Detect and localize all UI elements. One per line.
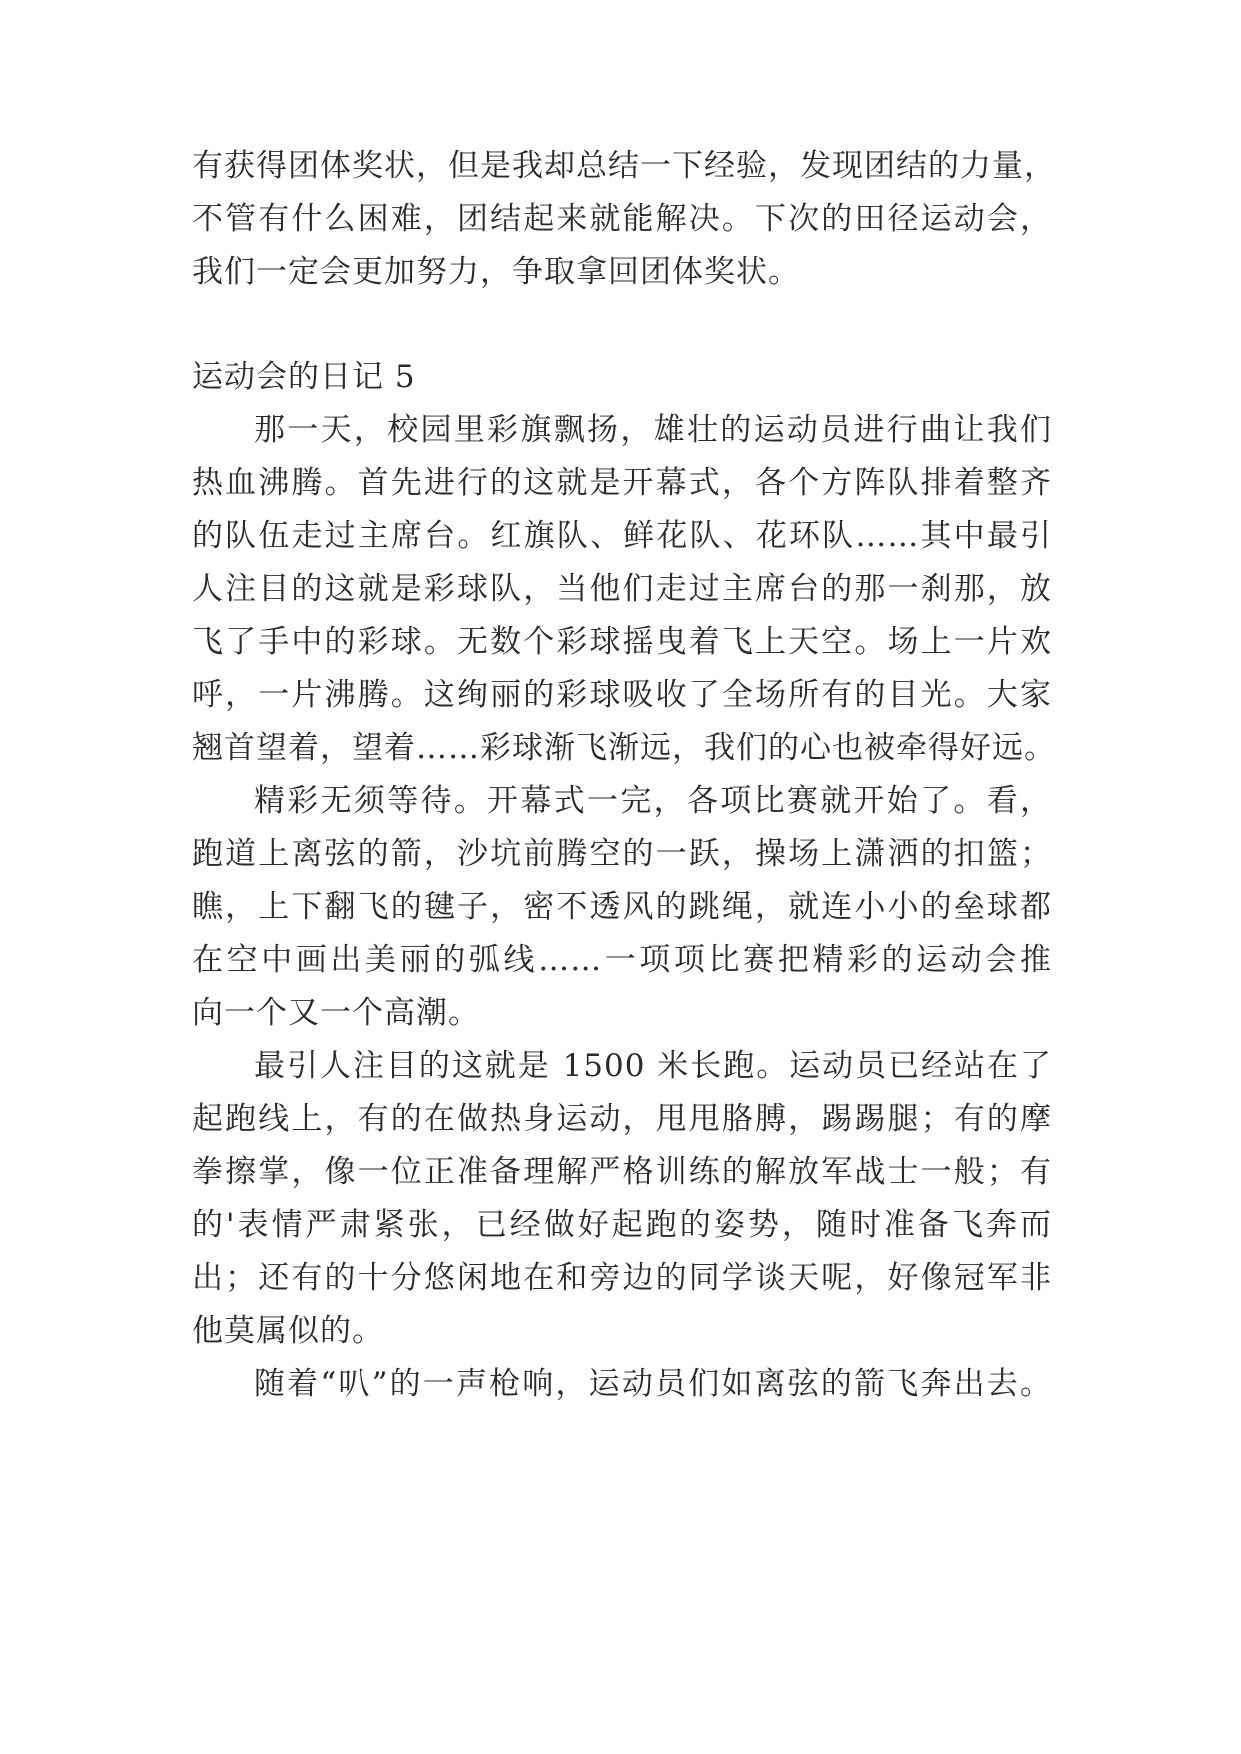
intro-line-1: 有获得团体奖状，但是我却总结一下经验，发现团结的力量， [192,148,1056,184]
paragraph-1-line-6: 呼，一片沸腾。这绚丽的彩球吸收了全场所有的目光。大家 [192,677,1052,713]
paragraph-3-line-3: 拳擦掌，像一位正准备理解严格训练的解放军战士一般；有 [192,1154,1052,1190]
section-title: 运动会的日记 5 [192,359,416,395]
paragraph-4-line-1: 随着“叭”的一声枪响，运动员们如离弦的箭飞奔出去。 [254,1366,1052,1402]
paragraph-1-line-3: 的队伍走过主席台。红旗队、鲜花队、花环队……其中最引 [192,518,1052,554]
paragraph-3-line-2: 起跑线上，有的在做热身运动，甩甩胳膊，踢踢腿；有的摩 [192,1101,1052,1137]
paragraph-2-line-2: 跑道上离弦的箭，沙坑前腾空的一跃，操场上潇洒的扣篮； [192,836,1052,872]
paragraph-2-line-1: 精彩无须等待。开幕式一完，各项比赛就开始了。看， [254,783,1052,819]
intro-line-2: 不管有什么困难，团结起来就能解决。下次的田径运动会， [192,201,1052,237]
paragraph-2-line-5: 向一个又一个高潮。 [192,995,480,1031]
paragraph-1-line-1: 那一天，校园里彩旗飘扬，雄壮的运动员进行曲让我们 [254,412,1052,448]
paragraph-1-line-7: 翘首望着，望着……彩球渐飞渐远，我们的心也被牵得好远。 [192,730,1056,766]
paragraph-3-line-6: 他莫属似的。 [192,1313,384,1349]
paragraph-1-line-2: 热血沸腾。首先进行的这就是开幕式，各个方阵队排着整齐 [192,465,1052,501]
paragraph-1-line-5: 飞了手中的彩球。无数个彩球摇曳着飞上天空。场上一片欢 [192,624,1052,660]
paragraph-2-line-3: 瞧，上下翻飞的毽子，密不透风的跳绳，就连小小的垒球都 [192,889,1052,925]
paragraph-1-line-4: 人注目的这就是彩球队，当他们走过主席台的那一刹那，放 [192,571,1052,607]
paragraph-2-line-4: 在空中画出美丽的弧线……一项项比赛把精彩的运动会推 [192,942,1052,978]
paragraph-3-line-4: 的'表情严肃紧张，已经做好起跑的姿势，随时准备飞奔而 [192,1207,1052,1243]
paragraph-3-line-5: 出；还有的十分悠闲地在和旁边的同学谈天呢，好像冠军非 [192,1260,1052,1296]
paragraph-3-line-1: 最引人注目的这就是 1500 米长跑。运动员已经站在了 [254,1048,1052,1084]
intro-line-3: 我们一定会更加努力，争取拿回团体奖状。 [192,254,800,290]
